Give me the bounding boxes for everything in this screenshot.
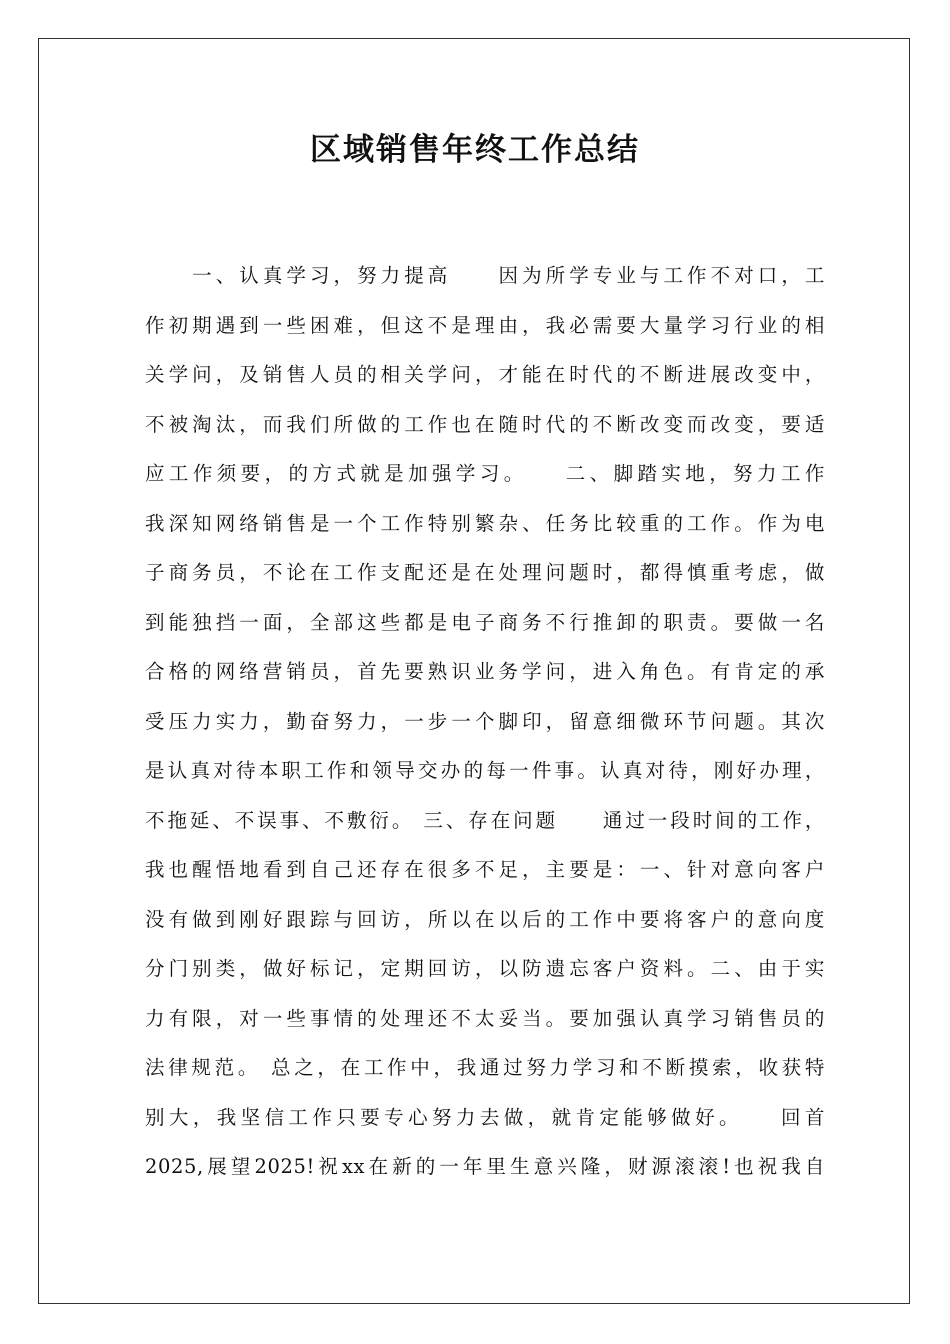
body-line: 别大，我坚信工作只要专心努力去做，就肯定能够做好。 回首 (145, 1105, 825, 1129)
body-line: 到能独挡一面，全部这些都是电子商务不行推卸的职责。要做一名 (145, 610, 825, 634)
body-line: 关学问，及销售人员的相关学问，才能在时代的不断进展改变中， (145, 363, 825, 386)
body-line: 合格的网络营销员，首先要熟识业务学问，进入角色。有肯定的承 (145, 660, 825, 683)
body-line: 力有限，对一些事情的处理还不太妥当。要加强认真学习销售员的 (145, 1006, 825, 1030)
body-line: 不被淘汰，而我们所做的工作也在随时代的不断改变而改变，要适 (145, 412, 825, 436)
body-line: 2025,展望2025!祝xx在新的一年里生意兴隆，财源滚滚!也祝我自 (145, 1155, 825, 1178)
body-line: 不拖延、不误事、不敷衍。 三、存在问题 通过一段时间的工作， (145, 808, 825, 832)
body-line: 是认真对待本职工作和领导交办的每一件事。认真对待，刚好办理， (145, 759, 825, 782)
body-line: 一、认真学习，努力提高 因为所学专业与工作不对口，工 (145, 264, 825, 287)
body-line: 我深知网络销售是一个工作特别繁杂、任务比较重的工作。作为电 (145, 511, 825, 535)
body-line: 法律规范。 总之，在工作中，我通过努力学习和不断摸索，收获特 (145, 1056, 825, 1079)
body-line: 子商务员，不论在工作支配还是在处理问题时，都得慎重考虑，做 (145, 561, 825, 584)
body-line: 我也醒悟地看到自己还存在很多不足，主要是：一、针对意向客户 (145, 858, 825, 881)
body-line: 分门别类，做好标记，定期回访，以防遗忘客户资料。二、由于实 (145, 957, 825, 980)
document-title: 区域销售年终工作总结 (310, 132, 640, 168)
body-line: 应工作须要，的方式就是加强学习。 二、脚踏实地，努力工作 (145, 462, 825, 485)
body-line: 受压力实力，勤奋努力，一步一个脚印，留意细微环节问题。其次 (145, 709, 825, 733)
document-body (145, 256, 825, 1197)
body-line: 作初期遇到一些困难，但这不是理由，我必需要大量学习行业的相 (145, 313, 825, 337)
body-line: 没有做到刚好跟踪与回访，所以在以后的工作中要将客户的意向度 (145, 907, 825, 931)
